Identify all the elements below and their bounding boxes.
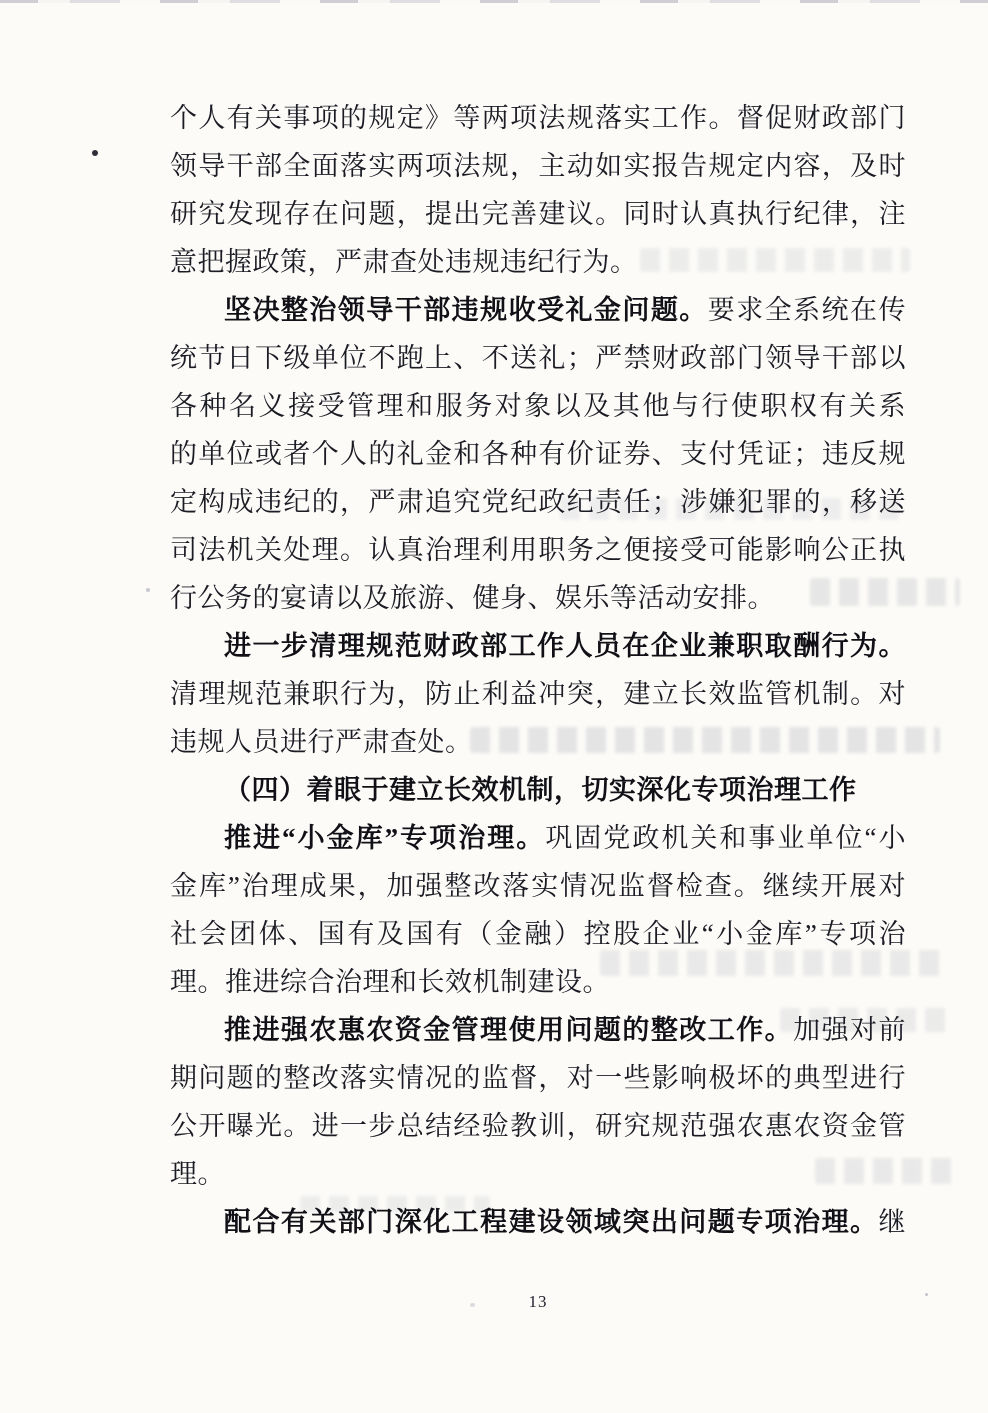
scan-speck (925, 1293, 928, 1296)
text-line (170, 910, 906, 958)
paragraph (170, 1198, 906, 1246)
scan-edge-artifact (0, 0, 988, 3)
text-line (170, 286, 906, 334)
body-text: 司法机关处理。认真治理利用职务之便接受可能影响公正执 (170, 535, 906, 565)
body-text: 定构成违纪的，严肃追究党纪政纪责任；涉嫌犯罪的，移送 (170, 487, 906, 517)
body-text: 统节日下级单位不跑上、不送礼；严禁财政部门领导干部以 (170, 343, 906, 373)
body-text: 理。推进综合治理和长效机制建设。 (170, 967, 610, 997)
page-number: 13 (528, 1292, 548, 1311)
text-line (170, 430, 906, 478)
body-text: 巩固党政机关和事业单位“小 (545, 823, 907, 853)
paragraph (170, 814, 906, 1006)
body-text: 期问题的整改落实情况的监督，对一些影响极坏的典型进行 (170, 1063, 906, 1093)
text-line (170, 670, 906, 718)
body-text: 违规人员进行严肃查处。 (170, 727, 473, 757)
body-text: 行公务的宴请以及旅游、健身、娱乐等活动安排。 (170, 583, 775, 613)
text-line (170, 814, 906, 862)
body-text: 社会团体、国有及国有（金融）控股企业“小金库”专项治 (170, 919, 906, 949)
text-line (170, 718, 906, 766)
page-footer (170, 1292, 906, 1312)
body-text: 金库”治理成果，加强整改落实情况监督检查。继续开展对 (170, 871, 906, 901)
emphasis-text: （四）着眼于建立长效机制，切实深化专项治理工作 (224, 775, 857, 805)
text-line (170, 1198, 906, 1246)
paragraph (170, 94, 906, 286)
text-line (170, 1054, 906, 1102)
text-line (170, 142, 906, 190)
text-line (170, 1006, 906, 1054)
emphasis-text: 坚决整治领导干部违规收受礼金问题。 (224, 295, 708, 325)
paragraph (170, 1006, 906, 1198)
body-text: 意把握政策，严肃查处违规违纪行为。 (170, 247, 638, 277)
body-text: 要求全系统在传 (707, 295, 907, 325)
text-line (170, 622, 906, 670)
body-text: 理。 (170, 1159, 225, 1189)
body-text: 领导干部全面落实两项法规，主动如实报告规定内容，及时 (170, 151, 906, 181)
paragraph (170, 286, 906, 622)
text-line (170, 1102, 906, 1150)
emphasis-text: 进一步清理规范财政部工作人员在企业兼职取酬行为。 (224, 631, 906, 661)
paragraph (170, 622, 906, 766)
scan-speck (146, 588, 150, 592)
emphasis-text: 配合有关部门深化工程建设领域突出问题专项治理。 (224, 1207, 879, 1237)
body-text: 公开曝光。进一步总结经验教训，研究规范强农惠农资金管 (170, 1111, 906, 1141)
text-line (170, 766, 906, 814)
body-text: 继 (878, 1207, 906, 1237)
text-line (170, 574, 906, 622)
body-text: 个人有关事项的规定》等两项法规落实工作。督促财政部门 (170, 103, 906, 133)
text-line (170, 238, 906, 286)
text-line (170, 958, 906, 1006)
emphasis-text: 推进强农惠农资金管理使用问题的整改工作。 (224, 1015, 794, 1045)
text-line (170, 190, 906, 238)
text-block (170, 94, 906, 1246)
text-line (170, 94, 906, 142)
text-line (170, 1150, 906, 1198)
text-line (170, 382, 906, 430)
body-text: 的单位或者个人的礼金和各种有价证券、支付凭证；违反规 (170, 439, 906, 469)
scan-speck (92, 150, 98, 156)
text-line (170, 478, 906, 526)
body-text: 加强对前 (793, 1015, 907, 1045)
body-text: 各种名义接受管理和服务对象以及其他与行使职权有关系 (170, 391, 906, 421)
body-text: 研究发现存在问题，提出完善建议。同时认真执行纪律，注 (170, 199, 906, 229)
section-heading (170, 766, 906, 814)
text-line (170, 862, 906, 910)
emphasis-text: 推进“小金库”专项治理。 (224, 823, 546, 853)
text-line (170, 334, 906, 382)
text-line (170, 526, 906, 574)
body-text: 清理规范兼职行为，防止利益冲突，建立长效监管机制。对 (170, 679, 906, 709)
